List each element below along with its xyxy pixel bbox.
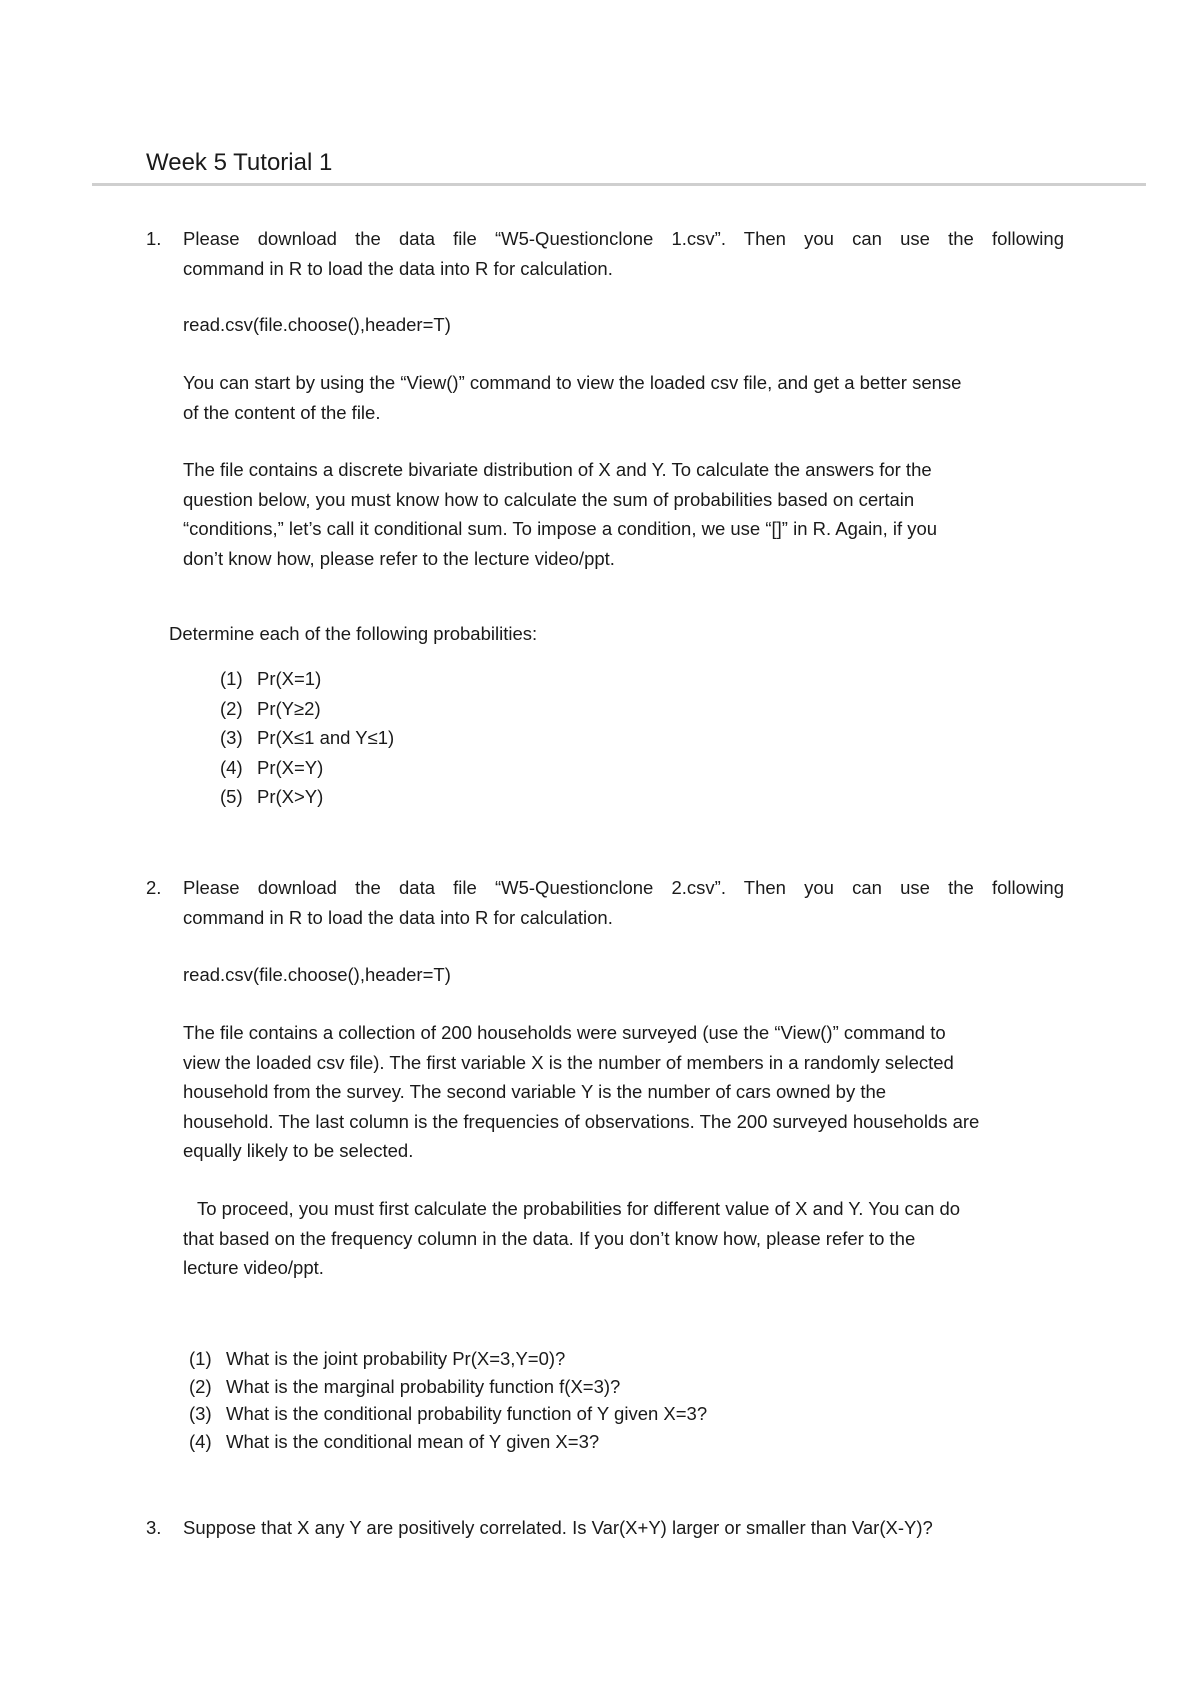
question-2-description-line: view the loaded csv file). The first variable X is the number of members in a randomly selected: [183, 1051, 954, 1073]
list-item: [220, 753, 394, 783]
list-item-label: (5): [220, 786, 243, 807]
question-1-intro: [183, 224, 1064, 283]
question-1-description: [183, 455, 1064, 573]
list-item-text: What is the joint probability Pr(X=3,Y=0)?: [226, 1348, 566, 1369]
list-item-text: Pr(Y≥2): [257, 697, 321, 719]
question-3-text: Suppose that X any Y are positively correlated. Is Var(X+Y) larger or smaller than Var(X-Y)?: [183, 1517, 933, 1538]
question-2-number: 2.: [146, 877, 162, 898]
list-item-label: (2): [189, 1375, 212, 1397]
question-2-proceed-line: To proceed, you must first calculate the probabilities for different value of X and Y. You can do: [197, 1198, 961, 1219]
question-2-proceed-line: lecture video/ppt.: [183, 1257, 324, 1278]
list-item-text: Pr(X=Y): [257, 756, 324, 778]
list-item-label: (3): [220, 727, 243, 748]
list-item-text: Pr(X=1): [257, 668, 322, 689]
question-1-determine-text: Determine each of the following probabilities:: [169, 623, 538, 644]
question-1-description-line: question below, you must know how to calculate the sum of probabilities based on certain: [183, 488, 915, 510]
question-2-proceed-note: [183, 1194, 1064, 1283]
question-1-code: read.csv(file.choose(),header=T): [183, 314, 451, 335]
list-item-label: (4): [189, 1430, 212, 1452]
list-item-label: (1): [189, 1348, 212, 1369]
question-1-number: 1.: [146, 228, 162, 249]
question-1-intro-line: Please download the data file “W5-Questionclone 1.csv”. Then you can use the following: [183, 228, 1064, 249]
list-item-text: Pr(X≤1 and Y≤1): [257, 727, 395, 748]
question-3-number: 3.: [146, 1517, 162, 1538]
question-1-view-line: of the content of the file.: [183, 401, 381, 423]
list-item: [220, 782, 394, 812]
list-item: [220, 664, 394, 694]
question-2-intro-line: command in R to load the data into R for calculation.: [183, 906, 613, 928]
list-item-label: (3): [189, 1403, 212, 1424]
question-1-items: [220, 664, 394, 812]
list-item: [189, 1428, 707, 1456]
question-1-description-line: “conditions,” let’s call it conditional sum. To impose a condition, we use “[]” in R. Again, if you: [183, 518, 938, 539]
question-2-description: [183, 1018, 1064, 1166]
question-2-description-line: household. The last column is the frequencies of observations. The 200 surveyed households are: [183, 1110, 980, 1132]
list-item: [189, 1345, 707, 1373]
list-item: [220, 723, 394, 753]
question-1-intro-line: command in R to load the data into R for calculation.: [183, 257, 613, 279]
list-item-label: (2): [220, 697, 243, 719]
title-divider: [92, 183, 1146, 186]
list-item-label: (4): [220, 756, 243, 778]
question-2-intro-line: Please download the data file “W5-Questionclone 2.csv”. Then you can use the following: [183, 877, 1064, 898]
question-2-items: [189, 1345, 707, 1455]
question-2-proceed-line: that based on the frequency column in the data. If you don’t know how, please refer to the: [183, 1227, 916, 1249]
list-item-text: What is the conditional probability function of Y given X=3?: [226, 1403, 708, 1424]
question-2-intro: [183, 873, 1064, 932]
list-item: [189, 1373, 707, 1401]
question-2-code: read.csv(file.choose(),header=T): [183, 964, 451, 985]
question-2-description-line: The file contains a collection of 200 households were surveyed (use the “View()” command to: [183, 1022, 946, 1043]
question-2-description-line: equally likely to be selected.: [183, 1140, 414, 1161]
list-item: [189, 1400, 707, 1428]
list-item-text: Pr(X>Y): [257, 786, 324, 807]
list-item-text: What is the conditional mean of Y given X=3?: [226, 1430, 600, 1452]
question-1-description-line: don’t know how, please refer to the lecture video/ppt.: [183, 547, 615, 569]
list-item: [220, 694, 394, 724]
page-title: Week 5 Tutorial 1: [146, 149, 333, 176]
question-1-description-line: The file contains a discrete bivariate distribution of X and Y. To calculate the answers for the: [183, 459, 932, 480]
question-1-view-line: You can start by using the “View()” command to view the loaded csv file, and get a better sense: [183, 372, 962, 393]
question-1-view-note: [183, 368, 1064, 427]
question-2-description-line: household from the survey. The second variable Y is the number of cars owned by the: [183, 1081, 887, 1102]
list-item-label: (1): [220, 668, 243, 689]
list-item-text: What is the marginal probability function f(X=3)?: [226, 1375, 621, 1397]
